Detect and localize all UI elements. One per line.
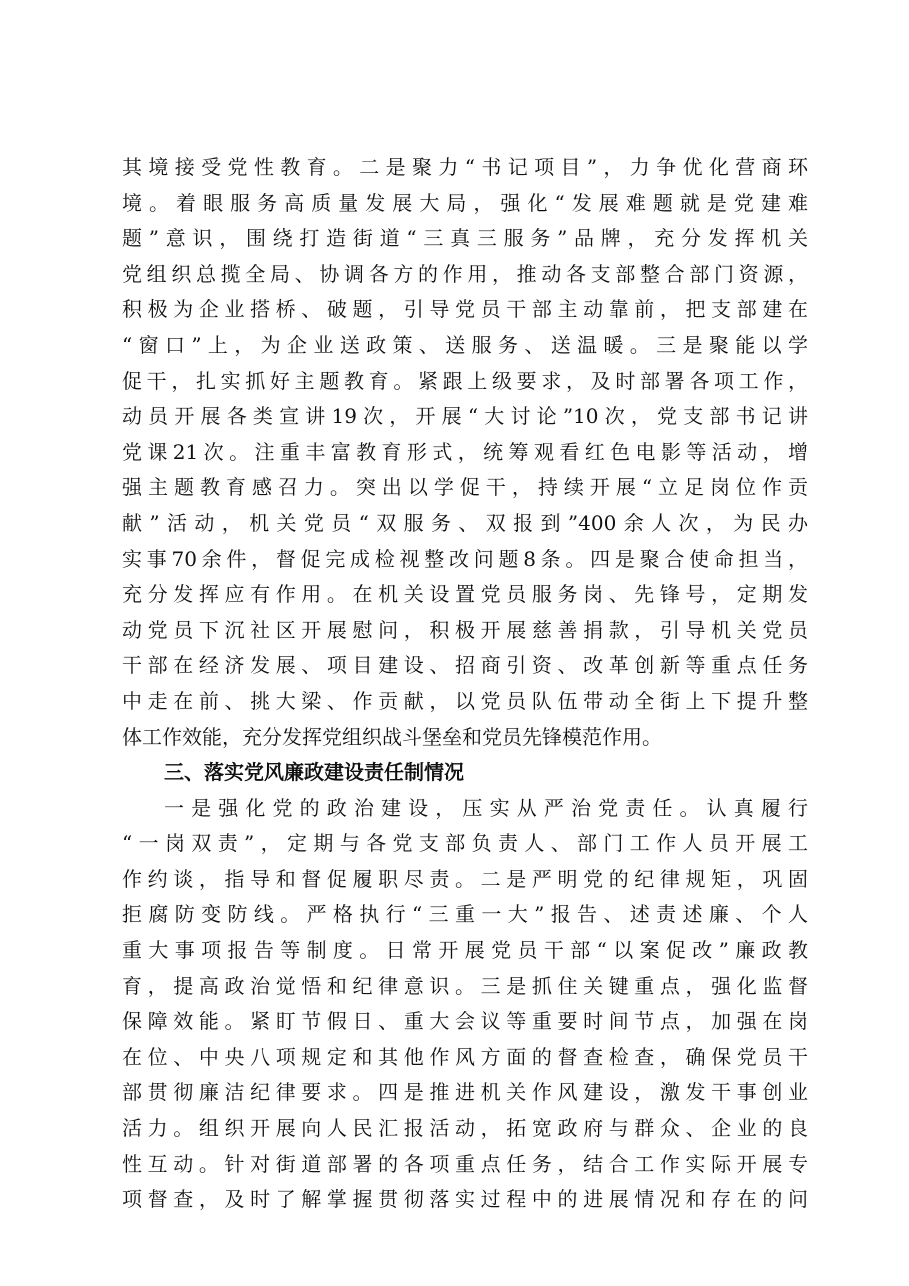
- text-line: 性互动。针对街道部署的各项重点任务，结合工作实际开展专: [122, 1151, 808, 1176]
- text-line: 题”意识，围绕打造街道“三真三服务”品牌，充分发挥机关: [122, 226, 808, 251]
- text-line: 实事70余件，督促完成检视整改问题8条。四是聚合使命担当，: [122, 546, 808, 571]
- text-line: 党组织总揽全局、协调各方的作用，推动各支部整合部门资源，: [122, 261, 808, 286]
- paragraph-party-building: [122, 150, 808, 755]
- text-line: 部贯彻廉洁纪律要求。四是推进机关作风建设，激发干事创业: [122, 1080, 808, 1105]
- text-line: 保障效能。紧盯节假日、重大会议等重要时间节点，加强在岗: [122, 1009, 808, 1034]
- text-line: 动员开展各类宣讲19次，开展“大讨论”10次，党支部书记讲: [122, 404, 808, 429]
- section-heading: 三、落实党风廉政建设责任制情况: [164, 760, 464, 785]
- text-line: 中走在前、挑大梁、作贡献，以党员队伍带动全街上下提升整: [122, 688, 808, 713]
- document-body: [122, 150, 808, 1218]
- text-line: “窗口”上，为企业送政策、送服务、送温暖。三是聚能以学: [122, 332, 808, 357]
- text-line: 动党员下沉社区开展慰问，积极开展慈善捐款，引导机关党员: [122, 617, 808, 642]
- text-line: 作约谈，指导和督促履职尽责。二是严明党的纪律规矩，巩固: [122, 866, 808, 891]
- text-line: 党课21次。注重丰富教育形式，统筹观看红色电影等活动，增: [122, 439, 808, 464]
- text-line: 充分发挥应有作用。在机关设置党员服务岗、先锋号，定期发: [122, 582, 808, 607]
- text-line: 体工作效能，充分发挥党组织战斗堡垒和党员先锋模范作用。: [122, 724, 662, 749]
- text-line: 在位、中央八项规定和其他作风方面的督查检查，确保党员干: [122, 1044, 808, 1069]
- text-line: 积极为企业搭桥、破题，引导党员干部主动靠前，把支部建在: [122, 297, 808, 322]
- text-line: 其境接受党性教育。二是聚力“书记项目”，力争优化营商环: [122, 155, 808, 179]
- text-line: 一是强化党的政治建设，压实从严治党责任。认真履行: [164, 795, 808, 820]
- text-line: 境。着眼服务高质量发展大局，强化“发展难题就是党建难: [122, 190, 808, 215]
- text-line: 干部在经济发展、项目建设、招商引资、改革创新等重点任务: [122, 653, 808, 678]
- text-line: 育，提高政治觉悟和纪律意识。三是抓住关键重点，强化监督: [122, 973, 808, 998]
- text-line: 促干，扎实抓好主题教育。紧跟上级要求，及时部署各项工作，: [122, 368, 808, 393]
- paragraph-clean-governance: [122, 791, 808, 1218]
- text-line: 强主题教育感召力。突出以学促干，持续开展“立足岗位作贡: [122, 475, 808, 500]
- text-line: 重大事项报告等制度。日常开展党员干部“以案促改”廉政教: [122, 938, 808, 963]
- text-line: 献”活动，机关党员“双服务、双报到”400余人次，为民办: [122, 510, 808, 535]
- text-line: 拒腐防变防线。严格执行“三重一大”报告、述责述廉、个人: [122, 902, 808, 927]
- text-line: “一岗双责”，定期与各党支部负责人、部门工作人员开展工: [122, 831, 808, 856]
- text-line: 项督查，及时了解掌握贯彻落实过程中的进展情况和存在的问: [122, 1187, 808, 1212]
- text-line: 活力。组织开展向人民汇报活动，拓宽政府与群众、企业的良: [122, 1116, 808, 1141]
